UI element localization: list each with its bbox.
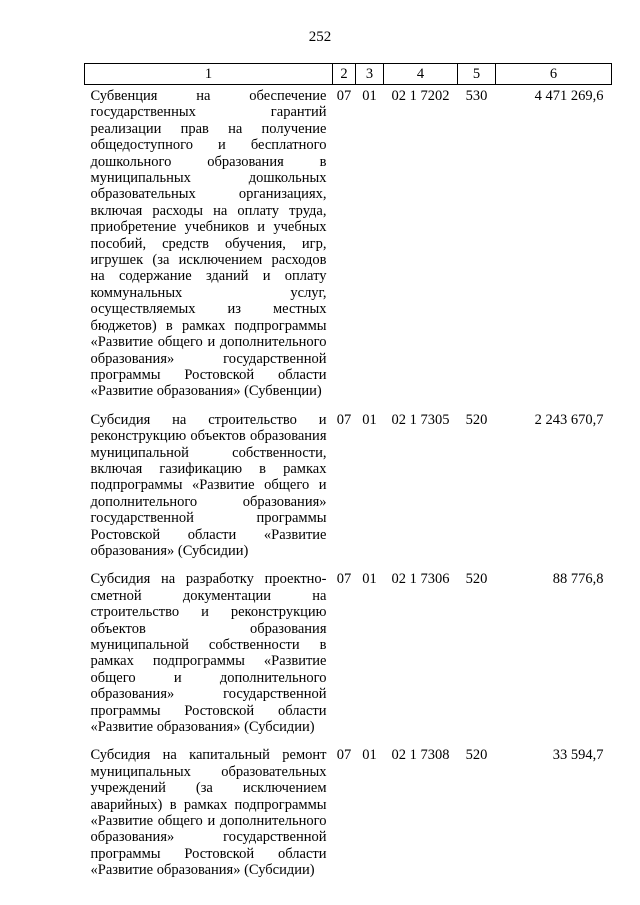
table-row (85, 85, 612, 409)
table-header (85, 64, 612, 85)
row-expense-type-code: 520 (465, 747, 488, 764)
row-description: Субсидия на разработку проектно-сметной документации на строительство и реконструкцию объектов образования муниципальной собственности в рамках подпрограммы «Развитие общего и дополнительного образования» государственной программы Ростовской области «Развитие образования» (Субсидии) (90, 571, 327, 736)
row-target-code: 02 1 7305 (391, 411, 450, 428)
row-amount: 4 471 269,6 (534, 88, 604, 104)
table-row (85, 744, 612, 887)
table-row (85, 568, 612, 744)
row-subsection-code: 01 (362, 571, 377, 588)
header-col-5: 5 (458, 64, 496, 85)
row-section-code: 07 (336, 747, 352, 764)
row-amount: 2 243 670,7 (534, 411, 604, 428)
budget-table (84, 63, 612, 888)
row-expense-type-code: 520 (465, 571, 488, 588)
header-col-6: 6 (496, 64, 612, 85)
row-description: Субсидия на капитальный ремонт муниципальных образовательных учреждений (за исключением аварийных) в рамках подпрограммы «Развитие общего и дополнительного образования» государственной программы Ростовской области «Развитие образования» (Субсидии) (90, 747, 327, 879)
page-number: 252 (308, 29, 332, 45)
row-section-code: 07 (336, 411, 352, 428)
row-subsection-code: 01 (362, 411, 377, 428)
row-description: Субвенция на обеспечение государственных гарантий реализации прав на получение общедоступного и бесплатного дошкольного образования в муниципальных дошкольных образовательных организациях, включая расходы на оплату труда, приобретение учебников и учебных пособий, средств обучения, игр, игрушек (за исключением расходов на содержание зданий и оплату коммунальных услуг, осуществляемых из местных бюджетов) в рамках подпрограммы «Развитие общего и дополнительного образования» государственной программы Ростовской области «Развитие образования» (Субвенции) (90, 88, 327, 400)
row-amount: 88 776,8 (552, 571, 604, 588)
row-expense-type-code: 530 (465, 88, 488, 104)
row-subsection-code: 01 (362, 747, 377, 764)
table-row (85, 409, 612, 569)
header-col-1: 1 (85, 64, 333, 85)
table-body (85, 85, 612, 888)
header-row (85, 64, 612, 85)
row-section-code: 07 (336, 88, 352, 104)
row-target-code: 02 1 7308 (391, 747, 450, 764)
row-description: Субсидия на строительство и реконструкцию объектов образования муниципальной собственности, включая газификацию в рамках подпрограммы «Развитие общего и дополнительного образования» государственной программы Ростовской области «Развитие образования» (Субсидии) (90, 411, 327, 559)
row-target-code: 02 1 7306 (391, 571, 450, 588)
header-col-3: 3 (356, 64, 384, 85)
row-amount: 33 594,7 (552, 747, 604, 764)
header-col-2: 2 (333, 64, 356, 85)
row-subsection-code: 01 (362, 88, 377, 104)
header-col-4: 4 (384, 64, 458, 85)
row-expense-type-code: 520 (465, 411, 488, 428)
row-target-code: 02 1 7202 (391, 88, 450, 104)
row-section-code: 07 (336, 571, 352, 588)
